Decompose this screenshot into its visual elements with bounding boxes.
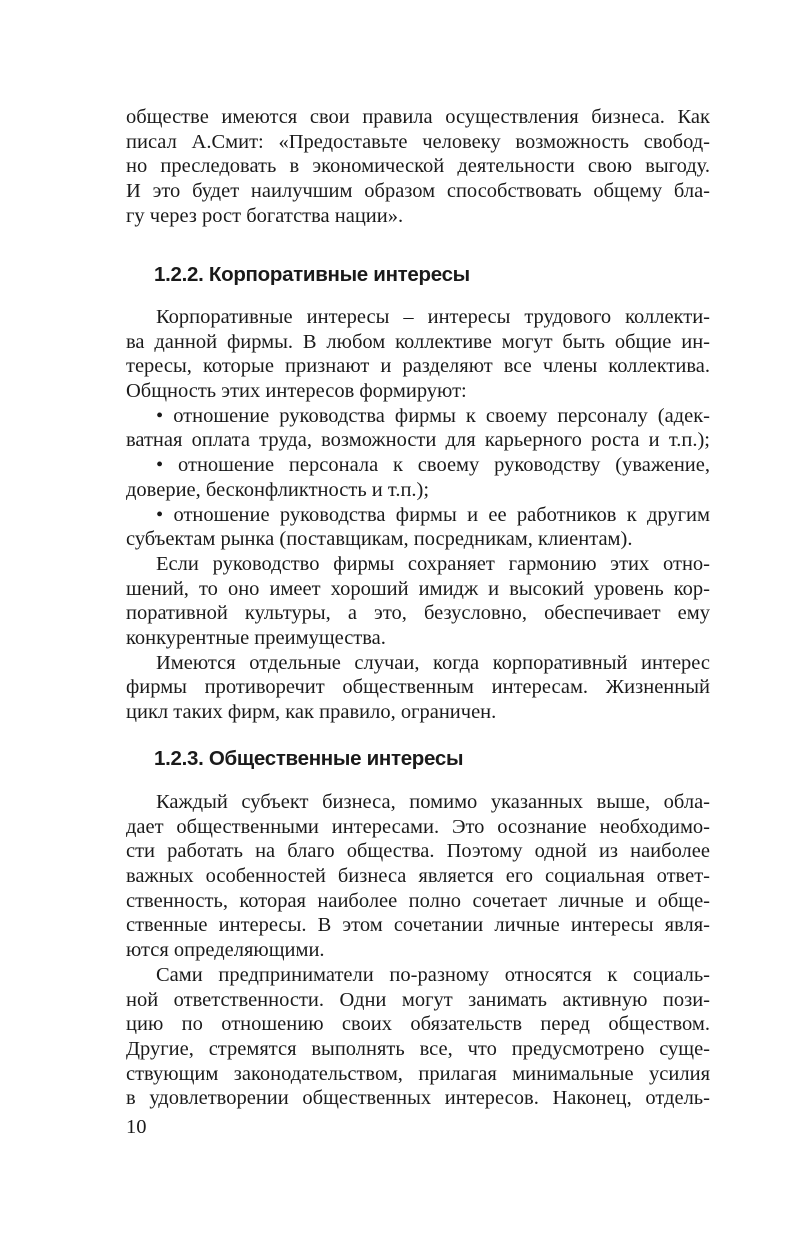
text-line: писал А.Смит: «Предоставьте человеку возможность свобод- <box>126 130 710 153</box>
text-line: Имеются отдельные случаи, когда корпоративный интерес <box>156 651 710 674</box>
text-line: доверие, бесконфликтность и т.п.); <box>126 478 430 501</box>
text-line: ственность, которая наиболее полно сочетает личные и обще- <box>126 889 710 912</box>
text-line: цию по отношению своих обязательств перед обществом. <box>126 1013 710 1036</box>
section-public-interests-body <box>126 790 710 1111</box>
text-line: Если руководство фирмы сохраняет гармонию этих отно- <box>156 552 710 575</box>
section-heading-corporate-interests: 1.2.2. Корпоративные интересы <box>154 263 470 286</box>
text-line: Сами предприниматели по-разному относятся к социаль- <box>156 963 710 986</box>
text-line: обществе имеются свои правила осуществления бизнеса. Как <box>126 106 710 128</box>
bullet-item: • отношение руководства фирмы к своему персоналу (адек- <box>156 404 710 427</box>
text-line: гу через рост богатства нации». <box>126 204 404 227</box>
text-line: Общность этих интересов формируют: <box>126 380 467 403</box>
text-line: цикл таких фирм, как правило, ограничен. <box>126 701 497 723</box>
text-line: Другие, стремятся выполнять все, что предусмотрено суще- <box>126 1037 710 1060</box>
intro-paragraph <box>126 105 710 228</box>
text-line: сти работать на благо общества. Поэтому одной из наиболее <box>126 840 710 863</box>
text-line: тересы, которые признают и разделяют все члены коллектива. <box>126 355 710 378</box>
section-corporate-interests-body <box>126 305 710 725</box>
section-heading-public-interests: 1.2.3. Общественные интересы <box>154 747 464 770</box>
page-number: 10 <box>126 1116 147 1138</box>
text-line: фирмы противоречит общественным интересам. Жизненный <box>126 676 710 699</box>
text-line: Каждый субъект бизнеса, помимо указанных выше, обла- <box>156 791 710 813</box>
text-line: ной ответственности. Одни могут занимать активную пози- <box>126 988 710 1011</box>
text-line: шений, то оно имеет хороший имидж и высокий уровень кор- <box>126 577 710 600</box>
text-line: но преследовать в экономической деятельности свою выгоду. <box>126 155 710 178</box>
text-line: ватная оплата труда, возможности для карьерного роста и т.п.); <box>126 429 710 452</box>
text-line: ются определяющими. <box>126 939 325 962</box>
text-line: Корпоративные интересы – интересы трудового коллекти- <box>156 306 710 328</box>
text-line: дает общественными интересами. Это осознание необходимо- <box>126 815 710 838</box>
text-line: ва данной фирмы. В любом коллективе могут быть общие ин- <box>126 330 710 353</box>
text-line: ствующим законодательством, прилагая минимальные усилия <box>126 1062 710 1085</box>
text-line: в удовлетворении общественных интересов. Наконец, отдель- <box>126 1087 710 1110</box>
text-line: конкурентные преимущества. <box>126 626 386 649</box>
text-line: субъектам рынка (поставщикам, посредникам, клиентам). <box>126 528 633 551</box>
bullet-item: • отношение руководства фирмы и ее работников к другим <box>156 503 710 526</box>
text-line: И это будет наилучшим образом способствовать общему бла- <box>126 180 710 203</box>
text-line: ственные интересы. В этом сочетании личные интересы явля- <box>126 914 710 937</box>
text-line: важных особенностей бизнеса является его социальная ответ- <box>126 865 710 888</box>
bullet-item: • отношение персонала к своему руководству (уважение, <box>156 454 710 477</box>
text-line: поративной культуры, а это, безусловно, обеспечивает ему <box>126 602 710 625</box>
